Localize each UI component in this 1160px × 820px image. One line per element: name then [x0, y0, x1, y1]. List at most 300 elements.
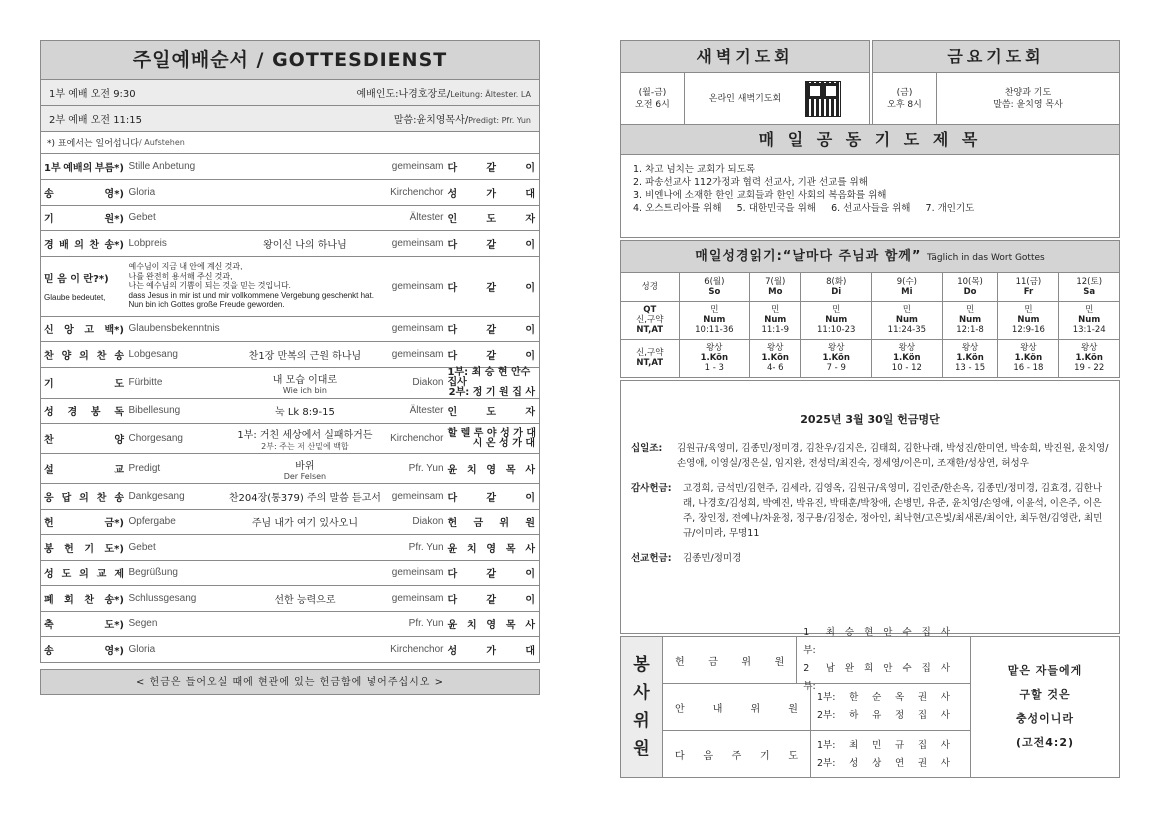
qt-cell: [1059, 301, 1119, 339]
list-item: 1. 차고 넘치는 교회가 되도록: [633, 164, 756, 175]
char: 금: [708, 656, 718, 668]
char: 위: [741, 656, 752, 668]
table-row: [41, 367, 540, 398]
char: 옥: [894, 692, 905, 703]
char: 원: [788, 703, 798, 715]
item-content: [220, 205, 390, 231]
second-service-time: 2부 예배 오전 11:15: [49, 115, 143, 126]
char: 집: [917, 710, 928, 721]
char: 집: [921, 663, 931, 674]
bible-reading-title: 매일성경읽기:“날마다 주님과 함께”: [695, 249, 922, 264]
item-content: [220, 535, 390, 561]
leader-line-2: 시 온 성 가 대: [472, 437, 535, 449]
item-leader: [448, 231, 540, 257]
qt-label-3: NT,AT: [636, 325, 664, 335]
friday-days: (금): [896, 88, 913, 98]
qt-label: QT: [643, 305, 657, 315]
person-1: [803, 624, 970, 660]
leader-text: [448, 210, 540, 225]
tithe-row: [621, 441, 1119, 471]
day-header: [998, 273, 1059, 301]
dawn-prayer-box: [620, 40, 870, 126]
usher-committee-row: [663, 684, 970, 731]
char: 사: [525, 543, 535, 555]
char: 승: [844, 627, 855, 638]
char: 같: [486, 325, 497, 337]
char: 배: [59, 239, 69, 251]
item-leader: [448, 342, 540, 368]
char: 1부: [44, 163, 61, 174]
char: 희: [864, 663, 874, 674]
char: 2부:: [817, 757, 836, 769]
passage: 19 - 22: [1074, 363, 1105, 374]
offering-footer: < 헌금은 들어오실 때에 현관에 있는 헌금함에 넣어주십시오 >: [40, 669, 540, 695]
qt-cell: [801, 301, 872, 339]
book-german: Num: [703, 315, 726, 325]
char: 같: [486, 594, 497, 606]
creed-line: 나는 예수님의 기쁨이 되는 것을 믿는 것입니다.: [128, 281, 291, 291]
name-spread: [44, 565, 124, 580]
item-name: [41, 484, 129, 510]
char: 축: [44, 620, 54, 632]
reading-cell: [998, 339, 1059, 377]
char: 예배의: [63, 163, 93, 174]
table-row: [41, 398, 540, 424]
table-row: [41, 316, 540, 342]
person-2: [817, 707, 970, 725]
day-korean: 9(수): [896, 276, 917, 287]
char: 위: [750, 703, 761, 715]
name-spread: [44, 616, 124, 631]
char: 기: [44, 214, 54, 226]
char: 권: [917, 692, 928, 703]
content-sub: Der Felsen: [283, 471, 327, 481]
item-german: Gloria: [129, 180, 220, 206]
item-content: [220, 454, 390, 484]
char: 찬: [89, 239, 100, 251]
friday-time: 오후 8시: [887, 100, 922, 110]
char: 대: [525, 645, 535, 657]
char: 다: [675, 751, 685, 762]
passage: 13:1-24: [1072, 325, 1106, 335]
leader-text: [448, 489, 540, 504]
name-spread: [44, 236, 124, 251]
char: 가: [486, 188, 497, 200]
char: 정: [894, 710, 905, 721]
reading-cell: [1059, 339, 1119, 377]
item-leader: [448, 398, 540, 424]
creed-line: 예수님이 지금 내 안에 계신 것과,: [128, 262, 243, 272]
creed-text: [129, 256, 391, 316]
offering-list-box: [620, 380, 1120, 634]
book-german: Num: [764, 315, 787, 325]
name-spread: [44, 514, 124, 529]
item-leader: [448, 424, 540, 454]
qt-label-2: 신,구약: [636, 315, 664, 325]
dawn-time: 오전 6시: [635, 100, 670, 110]
char: 윤: [447, 465, 458, 476]
item-content: [220, 154, 390, 180]
item-name: [41, 509, 129, 535]
name-spread: [44, 540, 124, 555]
char: 영: [486, 465, 497, 476]
char: 성: [447, 188, 458, 200]
table-row: [41, 342, 540, 368]
char: 수: [902, 663, 912, 674]
leader-text: [448, 159, 540, 174]
content-sub: Wie ich bin: [282, 385, 327, 395]
content-main: 눅 Lk 8:9-15: [275, 407, 335, 419]
char: 1부:: [817, 739, 836, 751]
bible-reading-subtitle: Täglich in das Wort Gottes: [926, 253, 1045, 263]
creed-row: [41, 256, 540, 316]
item-leader: [448, 611, 540, 637]
item-performer: Kirchenchor: [390, 424, 447, 454]
day-korean: 8(화): [826, 276, 847, 287]
name-spread: [44, 185, 124, 200]
item-german: Begrüßung: [129, 560, 220, 586]
char: 양: [61, 350, 72, 362]
reading-label: 신,구약: [636, 348, 664, 359]
prayer-item-5: 5. 대한민국을 위해: [736, 203, 816, 214]
passage: 16 - 18: [1013, 363, 1044, 374]
char: 봉: [44, 543, 54, 555]
prayer-item-4: 4. 오스트리아를 위해: [633, 203, 722, 214]
book-german: Num: [825, 315, 848, 325]
reading-cell: [942, 339, 998, 377]
table-row: [41, 637, 540, 663]
char: 이: [525, 569, 535, 581]
name-spread: [44, 591, 124, 606]
char: 사: [940, 739, 950, 751]
char: 집: [917, 739, 928, 751]
char: 회: [64, 594, 74, 606]
char: 의: [74, 239, 84, 251]
book-korean: 왕상: [767, 343, 784, 354]
list-item: 3. 비엔나에 소재한 한인 교회들과 한인 사회의 복음화를 위해: [633, 190, 887, 201]
char: 의: [79, 569, 89, 581]
verse-ref: (고전4:2): [1015, 736, 1074, 749]
char: 안: [675, 703, 685, 715]
verse-line: 구할 것은: [1019, 688, 1071, 701]
worship-order-table: [40, 154, 540, 663]
vert-char: 위: [633, 711, 650, 731]
table-row: [41, 509, 540, 535]
item-content: [220, 398, 390, 424]
first-service-row: [40, 80, 540, 106]
first-service-time: 1부 예배 오전 9:30: [49, 89, 136, 100]
item-name: [41, 342, 129, 368]
item-leader: [448, 180, 540, 206]
second-service-row: [40, 106, 540, 132]
qt-cell: [998, 301, 1059, 339]
book-german: Num: [1017, 315, 1040, 325]
item-content: [220, 316, 390, 342]
header-cell: [621, 339, 679, 377]
mission-names: 김종민/정미경: [683, 553, 742, 564]
leader-text: [448, 321, 540, 336]
item-name: [41, 316, 129, 342]
table-row: [621, 339, 1119, 377]
item-leader: [448, 316, 540, 342]
item-performer: Pfr. Yun: [390, 535, 447, 561]
char: 찬: [44, 350, 54, 362]
friday-preacher: 말씀: 윤치영 목사: [993, 100, 1063, 110]
char: 기: [759, 751, 770, 762]
char: 같: [486, 239, 497, 251]
standing-note-text: *) 표에서는 일어섭니다: [47, 139, 139, 149]
creed-line: 나를 완전히 용서해 주신 것과,: [128, 271, 233, 281]
char: 규: [894, 739, 905, 751]
char: 의: [79, 350, 89, 362]
char: 안: [883, 663, 893, 674]
char: 남: [825, 663, 835, 674]
mission-label: 선교헌금:: [631, 553, 672, 564]
leader-text: [448, 540, 540, 555]
book-korean: 왕상: [961, 343, 979, 354]
list-item: [633, 202, 1107, 215]
char: 설: [44, 465, 54, 476]
char: 찬: [44, 435, 54, 446]
char: 도: [788, 751, 798, 762]
item-name: [41, 367, 129, 398]
table-row: [41, 180, 540, 206]
friday-prayer-title: 금요기도회: [873, 41, 1119, 73]
book-korean: 왕상: [706, 343, 723, 354]
item-performer: Pfr. Yun: [390, 611, 447, 637]
passage: 13 - 15: [955, 363, 986, 374]
item-performer: Pfr. Yun: [390, 454, 447, 484]
char: 양: [114, 435, 124, 446]
second-service-preacher: 말씀:윤치영목사/: [393, 115, 469, 126]
creed-leader: [448, 256, 540, 316]
char: 2부:: [817, 710, 836, 721]
char: 목: [505, 620, 516, 632]
item-name: [41, 231, 129, 257]
friday-desc: 찬양과 기도: [1004, 88, 1052, 98]
passage: 4- 6: [766, 363, 784, 374]
item-german: Opfergabe: [129, 509, 220, 535]
bible-verse: [971, 637, 1119, 777]
header-cell: 성경: [621, 273, 679, 301]
item-performer: Kirchenchor: [390, 637, 447, 663]
day-german: Mo: [768, 286, 783, 297]
table-row: [41, 611, 540, 637]
item-name: [41, 637, 129, 663]
standing-note: [40, 132, 540, 154]
char: 송: [114, 350, 124, 362]
day-german: Sa: [1083, 286, 1096, 297]
char: 집: [921, 627, 931, 638]
creed-name: 믿 음 이 란?*): [44, 274, 109, 285]
char: 윤: [447, 620, 458, 632]
content-main: 1부: 거친 세상에서 실패하거든: [237, 429, 373, 441]
table-row: [41, 535, 540, 561]
char: 안: [883, 627, 893, 638]
char: 이: [525, 239, 535, 251]
qt-cell: [750, 301, 801, 339]
char: 도: [486, 214, 497, 226]
char: 찬: [96, 492, 107, 504]
reading-cell: [679, 339, 750, 377]
char: 헌: [675, 656, 685, 668]
vert-char: 사: [633, 683, 650, 703]
item-name: [41, 180, 129, 206]
char: 고: [84, 325, 95, 337]
book-german: Num: [959, 315, 982, 325]
name-spread: [44, 403, 124, 418]
mission-row: [621, 551, 1119, 566]
day-korean: 6(월): [704, 276, 725, 287]
person-1: [817, 737, 970, 755]
char: 찬: [84, 594, 95, 606]
table-row: [41, 424, 540, 454]
item-performer: gemeinsam: [390, 231, 447, 257]
char: 원: [525, 518, 535, 530]
char: 송: [44, 645, 54, 657]
day-header: [801, 273, 872, 301]
dawn-desc: 온라인 새벽기도회: [708, 94, 782, 104]
char: 송: [114, 492, 124, 504]
dawn-prayer-title: 새벽기도회: [621, 41, 869, 73]
char: 내: [712, 703, 723, 715]
item-content: [220, 509, 390, 535]
qr-code-icon[interactable]: [805, 81, 841, 117]
char: 다: [447, 594, 458, 606]
day-german: So: [708, 286, 721, 297]
prayer-item-6: 6. 선교사들을 위해: [831, 203, 911, 214]
char: 이: [525, 163, 535, 174]
char: 최: [825, 627, 835, 638]
book-korean: 민: [902, 305, 911, 315]
item-name: [41, 586, 129, 612]
leader-text: [448, 236, 540, 251]
role-label: [675, 653, 784, 668]
char: 최: [849, 739, 859, 751]
char: 이: [525, 282, 535, 294]
day-header: [872, 273, 943, 301]
item-german: Glaubensbekenntnis: [129, 316, 220, 342]
char: 유: [872, 710, 882, 721]
item-german: Predigt: [129, 454, 220, 484]
char: 1부:: [803, 627, 816, 656]
char: 같: [486, 163, 497, 174]
char: 위: [499, 518, 510, 530]
content-main: 주님 내가 여기 있사오니: [251, 518, 358, 530]
item-name: [41, 611, 129, 637]
char: 제: [114, 569, 124, 581]
item-performer: Diakon: [390, 367, 447, 398]
day-german: Do: [963, 286, 977, 297]
item-performer: Diakon: [390, 509, 447, 535]
char: 1부:: [817, 692, 836, 703]
book-german: 1.Kön: [956, 353, 984, 364]
thanks-row: [621, 481, 1119, 541]
book-korean: 민: [710, 305, 719, 315]
char: 원: [774, 656, 785, 668]
char: 사: [525, 620, 535, 632]
char: 사: [525, 465, 535, 476]
item-german: Gebet: [129, 535, 220, 561]
passage: 10 - 12: [891, 363, 922, 374]
passage: 11:24-35: [887, 325, 927, 335]
thanks-names: 고경희, 금석민/김현주, 김세라, 김영옥, 김원규/육영미, 김인준/한손옥, 김종민/정미경, 김효경, 김한나래, 나경호/김성희, 박예진, 박유진, 박태훈/박창애, 손병민, 유준, 윤치영/손영애, 이윤석, 이은주, 이은주, 장인정, 전예나/차윤정, 정구용/김정순, 정아인, 최낙현/고은빛/최새론/최이안, 최두현/김영란, 최민규/이미라, 무명11: [683, 483, 1103, 539]
char: 사: [940, 692, 950, 703]
leader-line-2: 2부: 정 기 원 집 사: [448, 386, 535, 398]
passage: 12:1-8: [956, 325, 984, 335]
leader-text: [448, 403, 540, 418]
char: 다: [447, 325, 458, 337]
char: 교: [114, 465, 124, 476]
char: 경: [67, 407, 78, 419]
item-leader: [448, 560, 540, 586]
person-2: [817, 755, 970, 773]
char: 같: [486, 282, 497, 294]
item-german: Lobgesang: [129, 342, 220, 368]
char: 같: [486, 350, 497, 362]
day-german: Mi: [901, 286, 913, 297]
item-content: [220, 586, 390, 612]
book-german: Num: [895, 315, 918, 325]
first-service-leader: 예배인도:나경호장로/: [356, 89, 451, 100]
item-content: [220, 342, 390, 368]
item-name: [41, 205, 129, 231]
reading-cell: [872, 339, 943, 377]
char: 다: [447, 163, 458, 174]
leader-text: [448, 616, 540, 631]
leader-line-1: 1부: 최 승 현 안수집사: [447, 366, 531, 388]
reading-cell: [750, 339, 801, 377]
service-committee-box: [620, 627, 1120, 778]
char: 금*): [104, 518, 124, 530]
item-name: [41, 560, 129, 586]
item-performer: gemeinsam: [390, 560, 447, 586]
content-main: 내 모습 이대로: [272, 374, 338, 386]
leader-text: [448, 565, 540, 580]
char: 권: [917, 757, 928, 769]
char: 도: [61, 569, 72, 581]
item-name: [41, 154, 129, 180]
day-german: Fr: [1023, 286, 1034, 297]
first-service-leader-german: Leitung: Ältester. LA: [450, 90, 531, 99]
char: 폐: [44, 594, 54, 606]
book-korean: 민: [771, 305, 780, 315]
content-main: 찬204장(통379) 주의 말씀 듣고서: [228, 492, 381, 504]
char: 이: [525, 492, 535, 504]
char: 송*): [104, 594, 124, 606]
qt-cell: [679, 301, 750, 339]
prayer-topics-title: 매 일 공 동 기 도 제 목: [621, 125, 1119, 155]
char: 사: [940, 663, 950, 674]
char: 현: [864, 627, 874, 638]
item-german: Bibellesung: [129, 398, 220, 424]
table-row: [41, 205, 540, 231]
char: 상: [872, 757, 882, 769]
char: 헌: [64, 543, 74, 555]
day-korean: 10(목): [957, 276, 983, 287]
person-1: [817, 689, 970, 707]
char: 자: [525, 407, 535, 419]
char: 금: [473, 518, 484, 530]
char: 가: [486, 645, 497, 657]
char: 헌: [44, 518, 54, 530]
char: 목: [505, 543, 516, 555]
char: 기: [84, 543, 95, 555]
leader-text: [448, 279, 540, 294]
passage: 7 - 9: [826, 363, 846, 374]
item-german: Fürbitte: [129, 367, 220, 398]
char: 봉: [90, 407, 101, 419]
